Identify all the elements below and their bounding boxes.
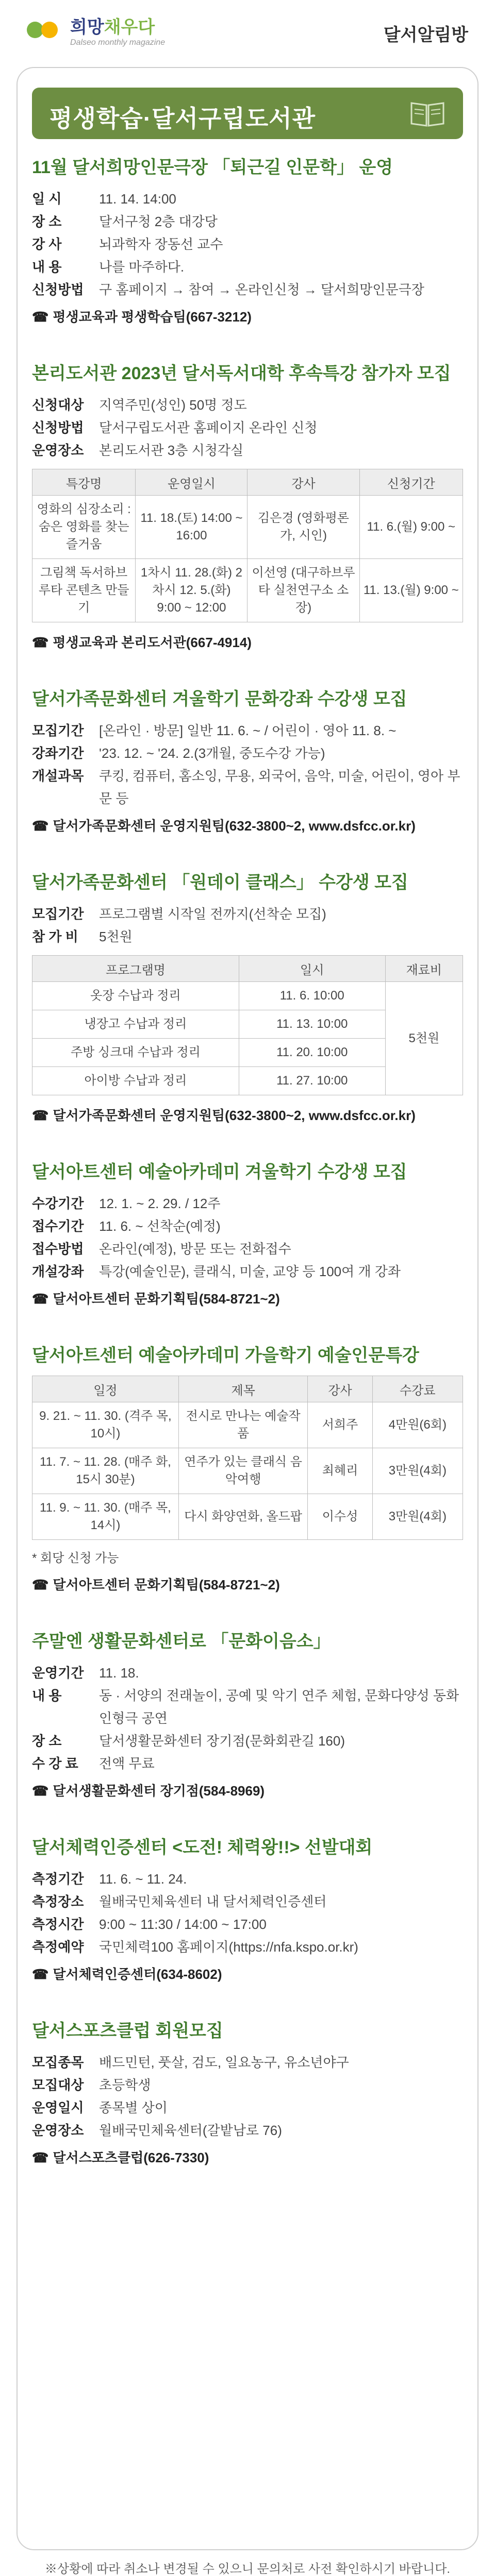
phone-icon: ☎ <box>32 1967 49 1982</box>
info-label: 강좌기간 <box>32 745 84 761</box>
info-value: 뇌과학자 장동선 교수 <box>99 236 223 252</box>
contact-line <box>32 1573 463 1597</box>
info-value: 12. 1. ~ 2. 29. / 12주 <box>99 1196 221 1211</box>
info-value: 11. 14. 14:00 <box>99 191 176 207</box>
phone-icon: ☎ <box>32 309 49 325</box>
table-cell: 11. 7. ~ 11. 28. (매주 화, 15시 30분) <box>32 1448 179 1494</box>
info-label: 운영기간 <box>32 1665 84 1681</box>
info-value: 달서구청 2층 대강당 <box>99 214 218 229</box>
contact-text: 평생교육과 본리도서관(667-4914) <box>53 635 252 650</box>
contact-text: 달서생활문화센터 장기점(584-8969) <box>53 1783 265 1799</box>
info-value: 9:00 ~ 11:30 / 14:00 ~ 17:00 <box>99 1917 267 1932</box>
table-row <box>32 1448 463 1494</box>
table-cell: 9. 21. ~ 11. 30. (격주 목, 10시) <box>32 1402 179 1448</box>
info-row <box>32 742 463 765</box>
logo-mark-icon <box>27 19 64 39</box>
info-row <box>32 416 463 439</box>
notice-title: 주말엔 생활문화센터로 「문화이음소」 <box>32 1632 331 1651</box>
info-value: 본리도서관 3층 시청각실 <box>99 443 244 458</box>
info-row <box>32 925 463 948</box>
info-label: 모집기간 <box>32 906 84 922</box>
column-header: 신청기간 <box>359 469 463 496</box>
table-cell: 서희주 <box>308 1402 372 1448</box>
table-cell: 아이방 수납과 정리 <box>32 1067 239 1095</box>
info-label: 장 소 <box>32 1733 62 1749</box>
info-row <box>32 2074 463 2096</box>
class-table <box>32 955 463 1095</box>
info-label: 측정기간 <box>32 1871 84 1887</box>
info-value: 지역주민(성인) 50명 정도 <box>99 397 247 413</box>
table-row <box>32 1402 463 1448</box>
column-header: 일시 <box>239 956 385 982</box>
notice-title: 달서가족문화센터 「원데이 클래스」 수강생 모집 <box>32 873 408 892</box>
contact-text: 달서스포츠클럽(626-7330) <box>53 2150 209 2165</box>
banner-title: 평생학습·달서구립도서관 <box>50 105 316 132</box>
info-row <box>32 1890 463 1913</box>
table-cell: 이수성 <box>308 1494 372 1540</box>
contact-text: 달서체력인증센터(634-8602) <box>53 1967 222 1982</box>
column-header: 강사 <box>308 1376 372 1402</box>
info-row <box>32 1868 463 1890</box>
info-row <box>32 903 463 925</box>
phone-icon: ☎ <box>32 2150 49 2165</box>
table-cell: 3만원(4회) <box>372 1494 463 1540</box>
notices <box>32 155 463 2201</box>
notice-title: 달서체력인증센터 <도전! 체력왕!!> 선발대회 <box>32 1838 373 1857</box>
table-cell: 전시로 만나는 예술작품 <box>178 1402 308 1448</box>
info-row <box>32 256 463 278</box>
contact-line <box>32 1962 463 1986</box>
table-cell: 주방 싱크대 수납과 정리 <box>32 1039 239 1067</box>
info-label: 내 용 <box>32 259 62 275</box>
info-row <box>32 1913 463 1936</box>
table-cell: 영화의 심장소리 : 숨은 영화를 찾는 즐거움 <box>32 496 136 559</box>
info-row <box>32 1260 463 1283</box>
notice-title: 달서가족문화센터 겨울학기 문화강좌 수강생 모집 <box>32 689 407 709</box>
info-value: 동 · 서양의 전래놀이, 공예 및 악기 연주 체험, 문화다양성 동화 인형극 공연 <box>99 1688 459 1726</box>
category-banner <box>32 88 463 139</box>
info-label: 신청대상 <box>32 397 84 413</box>
notice-art-academy-autumn <box>32 1343 463 1597</box>
notice-title: 달서아트센터 예술아카데미 겨울학기 수강생 모집 <box>32 1162 407 1182</box>
phone-icon: ☎ <box>32 1783 49 1799</box>
info-row <box>32 2096 463 2119</box>
notice-title: 본리도서관 2023년 달서독서대학 후속특강 참가자 모집 <box>32 364 451 383</box>
info-label: 강 사 <box>32 236 62 252</box>
info-value: 특강(예술인문), 클래식, 미술, 교양 등 100여 개 강좌 <box>99 1264 401 1279</box>
info-label: 신청방법 <box>32 420 84 435</box>
table-row <box>32 559 463 622</box>
notice-one-day-class <box>32 870 463 1127</box>
info-value: 달서생활문화센터 장기점(문화회관길 160) <box>99 1733 345 1749</box>
info-row <box>32 1215 463 1238</box>
table-cell: 3만원(4회) <box>372 1448 463 1494</box>
info-row <box>32 2119 463 2142</box>
info-label: 신청방법 <box>32 282 84 297</box>
table-cell: 냉장고 수납과 정리 <box>32 1010 239 1039</box>
contact-text: 달서가족문화센터 운영지원팀(632-3800~2, www.dsfcc.or.kr) <box>53 818 416 834</box>
notice-sports-club <box>32 2018 463 2170</box>
table-cell: 1차시 11. 28.(화) 2차시 12. 5.(화) 9:00 ~ 12:00 <box>136 559 248 622</box>
table-cell: 11. 9. ~ 11. 30. (매주 목, 14시) <box>32 1494 179 1540</box>
info-label: 내 용 <box>32 1688 62 1703</box>
table-cell: 다시 화양연화, 올드팝 <box>178 1494 308 1540</box>
info-label: 접수방법 <box>32 1241 84 1257</box>
contact-text: 달서가족문화센터 운영지원팀(632-3800~2, www.dsfcc.or.kr) <box>53 1108 416 1123</box>
table-cell: 11. 6.(월) 9:00 ~ <box>359 496 463 559</box>
table-cell: 11. 13. 10:00 <box>239 1010 385 1039</box>
lecture-table <box>32 469 463 622</box>
info-value: 종목별 상이 <box>99 2100 168 2115</box>
info-label: 수 강 료 <box>32 1756 78 1771</box>
lecture-table <box>32 1376 463 1540</box>
contact-line <box>32 1104 463 1127</box>
info-row <box>32 1238 463 1260</box>
column-header: 운영일시 <box>136 469 248 496</box>
info-label: 모집종목 <box>32 2055 84 2070</box>
info-row <box>32 233 463 256</box>
column-header: 프로그램명 <box>32 956 239 982</box>
info-label: 접수기간 <box>32 1218 84 1234</box>
info-row <box>32 1684 463 1730</box>
table-row <box>32 982 463 1010</box>
info-value: 월배국민체육센터(갈밭남로 76) <box>99 2123 282 2138</box>
contact-text: 달서아트센터 문화기획팀(584-8721~2) <box>53 1577 280 1592</box>
info-value: 온라인(예정), 방문 또는 전화접수 <box>99 1241 291 1257</box>
phone-icon: ☎ <box>32 1577 49 1592</box>
table-cell: 11. 18.(토) 14:00 ~ 16:00 <box>136 496 248 559</box>
info-value: 전액 무료 <box>99 1756 155 1771</box>
info-value: 국민체력100 홈페이지(https://nfa.kspo.or.kr) <box>99 1939 358 1955</box>
info-label: 참 가 비 <box>32 929 78 944</box>
info-value: 쿠킹, 컴퓨터, 홈소잉, 무용, 외국어, 음악, 미술, 어린이, 영아 부문 등 <box>99 768 460 806</box>
table-cell: 이선영 (대구하브루타 실천연구소 소장) <box>248 559 359 622</box>
info-label: 측정시간 <box>32 1917 84 1932</box>
column-header: 일정 <box>32 1376 179 1402</box>
table-header-row <box>32 956 463 982</box>
contact-text: 달서아트센터 문화기획팀(584-8721~2) <box>53 1291 280 1307</box>
info-row <box>32 394 463 416</box>
info-label: 모집기간 <box>32 723 84 738</box>
info-value: 11. 6. ~ 선착순(예정) <box>99 1218 221 1234</box>
phone-icon: ☎ <box>32 1291 49 1307</box>
table-cell: 김은경 (영화평론가, 시인) <box>248 496 359 559</box>
contact-text: 평생교육과 평생학습팀(667-3212) <box>53 309 252 325</box>
column-header: 강사 <box>248 469 359 496</box>
info-row <box>32 1752 463 1775</box>
info-row <box>32 1730 463 1752</box>
disclaimer: ※상황에 따라 취소나 변경될 수 있으니 문의처로 사전 확인하시기 바랍니다. <box>44 2562 451 2576</box>
info-label: 모집대상 <box>32 2077 84 2093</box>
notice-title: 달서아트센터 예술아카데미 가을학기 예술인문특강 <box>32 1346 419 1365</box>
column-header: 재료비 <box>385 956 463 982</box>
notice-family-center-winter <box>32 686 463 838</box>
table-cell: 최혜리 <box>308 1448 372 1494</box>
info-value: '23. 12. ~ '24. 2.(3개월, 중도수강 가능) <box>99 745 325 761</box>
info-label: 운영장소 <box>32 443 84 458</box>
info-value: 구 홈페이지 → 참여 → 온라인신청 → 달서희망인문극장 <box>99 282 424 297</box>
notice-humanities-theater <box>32 155 463 329</box>
table-cell: 4만원(6회) <box>372 1402 463 1448</box>
info-value: 11. 6. ~ 11. 24. <box>99 1871 187 1887</box>
info-label: 운영장소 <box>32 2123 84 2138</box>
info-value: 나를 마주하다. <box>99 259 185 275</box>
info-value: 달서구립도서관 홈페이지 온라인 신청 <box>99 420 318 435</box>
info-row <box>32 1936 463 1958</box>
notice-title: 11월 달서희망인문극장 「퇴근길 인문학」 운영 <box>32 158 393 177</box>
table-cell: 연주가 있는 클래식 음악여행 <box>178 1448 308 1494</box>
contact-line <box>32 1287 463 1311</box>
contact-line <box>32 2146 463 2170</box>
info-label: 개설강좌 <box>32 1264 84 1279</box>
info-value: 5천원 <box>99 929 133 944</box>
notice-culture-center <box>32 1629 463 1803</box>
table-cell: 11. 6. 10:00 <box>239 982 385 1010</box>
footnote: * 회당 신청 가능 <box>32 1551 119 1565</box>
info-row <box>32 278 463 301</box>
info-label: 개설과목 <box>32 768 84 784</box>
info-row <box>32 439 463 462</box>
info-label: 측정장소 <box>32 1894 84 1909</box>
notice-reading-college <box>32 361 463 654</box>
table-cell: 그림책 독서하브루타 콘텐츠 만들기 <box>32 559 136 622</box>
table-cell: 11. 13.(월) 9:00 ~ <box>359 559 463 622</box>
info-value: 초등학생 <box>99 2077 151 2093</box>
column-header: 제목 <box>178 1376 308 1402</box>
info-row <box>32 188 463 210</box>
info-value: 배드민턴, 풋살, 검도, 일요농구, 유소년야구 <box>99 2055 349 2070</box>
column-header: 특강명 <box>32 469 136 496</box>
section-label: 달서알림방 <box>383 25 468 45</box>
info-label: 장 소 <box>32 214 62 229</box>
contact-line <box>32 631 463 654</box>
phone-icon: ☎ <box>32 1108 49 1123</box>
column-header: 수강료 <box>372 1376 463 1402</box>
table-cell: 5천원 <box>385 982 463 1095</box>
table-header-row <box>32 1376 463 1402</box>
logo-subtitle: Dalseo monthly magazine <box>70 38 166 47</box>
top-bar <box>0 0 495 62</box>
info-label: 수강기간 <box>32 1196 84 1211</box>
table-cell: 옷장 수납과 정리 <box>32 982 239 1010</box>
info-value: [온라인 · 방문] 일반 11. 6. ~ / 어린이 · 영아 11. 8. ~ <box>99 723 397 738</box>
phone-icon: ☎ <box>32 635 49 650</box>
book-icon <box>409 99 446 128</box>
info-label: 운영일시 <box>32 2100 84 2115</box>
contact-line <box>32 1779 463 1803</box>
info-row <box>32 210 463 233</box>
table-row <box>32 496 463 559</box>
table-cell: 11. 27. 10:00 <box>239 1067 385 1095</box>
info-value: 프로그램별 시작일 전까지(선착순 모집) <box>99 906 326 922</box>
phone-icon: ☎ <box>32 818 49 834</box>
contact-line <box>32 305 463 329</box>
logo-title-accent: 채우다 <box>104 18 155 37</box>
notice-art-academy-winter <box>32 1159 463 1311</box>
logo-title: 희망 <box>70 18 104 37</box>
table-row <box>32 1494 463 1540</box>
table-cell: 11. 20. 10:00 <box>239 1039 385 1067</box>
notice-title: 달서스포츠클럽 회원모집 <box>32 2021 223 2041</box>
contact-line <box>32 814 463 838</box>
notice-fitness-contest <box>32 1835 463 1986</box>
info-value: 월배국민체육센터 내 달서체력인증센터 <box>99 1894 327 1909</box>
magazine-logo <box>27 19 165 47</box>
info-row <box>32 1662 463 1684</box>
info-row <box>32 719 463 742</box>
info-label: 일 시 <box>32 191 62 207</box>
info-value: 11. 18. <box>99 1665 139 1681</box>
info-row <box>32 765 463 810</box>
info-label: 측정예약 <box>32 1939 84 1955</box>
info-row <box>32 2051 463 2074</box>
info-row <box>32 1192 463 1215</box>
table-header-row <box>32 469 463 496</box>
